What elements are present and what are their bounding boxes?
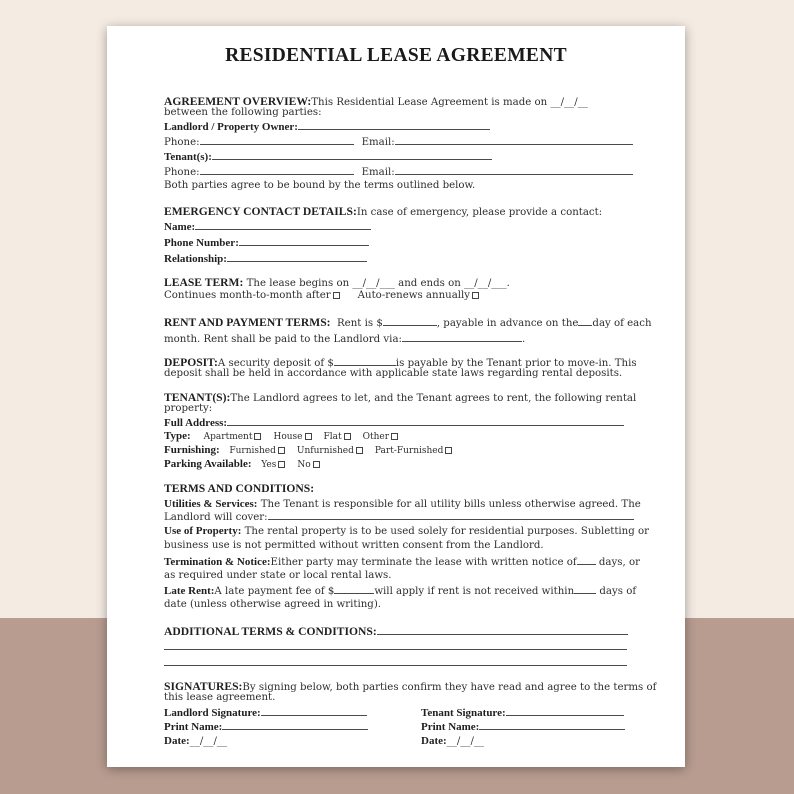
- month-to-month-checkbox[interactable]: [333, 292, 340, 299]
- landlord-print-name-field[interactable]: [222, 720, 368, 730]
- type-line: [164, 430, 398, 443]
- landlord-signature-label: Landlord Signature:: [164, 707, 261, 719]
- emergency-line: [164, 206, 602, 219]
- landlord-date-label: Date:: [164, 735, 190, 747]
- overview-heading: AGREEMENT OVERVIEW:: [164, 95, 312, 108]
- emergency-phone-line: [164, 236, 369, 250]
- tenant-phone-label: Phone:: [164, 167, 200, 178]
- emergency-phone-field[interactable]: [239, 236, 369, 246]
- tenant-print-name-field[interactable]: [479, 720, 625, 730]
- rent-text-a: Rent is $: [337, 318, 383, 329]
- month-to-month-label: Continues month-to-month after: [164, 290, 331, 301]
- parking-yes-label: Yes: [261, 460, 277, 470]
- furnishing-line: [164, 444, 452, 457]
- late-text-c: days of: [599, 586, 637, 597]
- utilities-cover-field[interactable]: [268, 510, 634, 520]
- rent-line: [164, 316, 652, 330]
- tenant-email-field[interactable]: [395, 165, 633, 175]
- late-rent-line-2: date (unless otherwise agreed in writing).: [164, 599, 382, 610]
- tenant-line: [164, 150, 492, 164]
- deposit-line-2: deposit shall be held in accordance with applicable state laws regarding rental deposits.: [164, 368, 623, 379]
- rent-heading: RENT AND PAYMENT TERMS:: [164, 316, 331, 329]
- tenants-line: [164, 392, 636, 405]
- lease-document: [107, 26, 685, 767]
- notice-days-field[interactable]: [577, 555, 596, 565]
- use-line-2: business use is not permitted without written consent from the Landlord.: [164, 540, 544, 551]
- lease-term-text: The lease begins on __/__/___ and ends on __/__/___.: [246, 278, 510, 289]
- late-text-b: will apply if rent is not received within: [374, 586, 575, 597]
- landlord-email-field[interactable]: [395, 135, 633, 145]
- landlord-phone-label: Phone:: [164, 137, 200, 148]
- use-text: The rental property is to be used solely for residential purposes. Subletting or: [244, 526, 649, 537]
- parking-line: [164, 458, 320, 471]
- tenants-text: The Landlord agrees to let, and the Tenant agrees to rent, the following rental: [230, 393, 637, 404]
- parking-label: Parking Available:: [164, 458, 252, 470]
- additional-heading: ADDITIONAL TERMS & CONDITIONS:: [164, 625, 377, 638]
- rent-day-field[interactable]: [578, 316, 592, 326]
- deposit-text-a: A security deposit of $: [217, 358, 334, 369]
- late-fee-field[interactable]: [334, 584, 374, 594]
- address-line: [164, 416, 624, 430]
- use-line: [164, 525, 649, 538]
- part-furnished-label: Part-Furnished: [374, 446, 444, 456]
- lease-term-options: [164, 290, 479, 302]
- late-days-field[interactable]: [574, 584, 596, 594]
- late-rent-label: Late Rent:: [164, 585, 215, 597]
- address-field[interactable]: [227, 416, 624, 426]
- type-house-label: House: [273, 432, 303, 442]
- landlord-signature-line: [164, 706, 367, 720]
- tenant-phone-field[interactable]: [200, 165, 354, 175]
- type-house-checkbox[interactable]: [305, 433, 312, 440]
- type-label: Type:: [164, 430, 191, 442]
- tenant-date-label: Date:: [421, 735, 447, 747]
- tenant-print-name-label: Print Name:: [421, 721, 480, 733]
- landlord-contact-line: [164, 135, 633, 149]
- tenants-line-2: property:: [164, 403, 213, 414]
- landlord-print-name-label: Print Name:: [164, 721, 223, 733]
- lease-term-line: [164, 277, 510, 290]
- landlord-print-name-line: [164, 720, 368, 734]
- terms-heading: TERMS AND CONDITIONS:: [164, 482, 315, 495]
- type-flat-checkbox[interactable]: [344, 433, 351, 440]
- terms-heading-line: [164, 483, 314, 496]
- rent-amount-field[interactable]: [383, 316, 437, 326]
- tenant-signature-label: Tenant Signature:: [421, 707, 506, 719]
- additional-line: [164, 625, 628, 639]
- landlord-signature-field[interactable]: [261, 706, 367, 716]
- unfurnished-checkbox[interactable]: [356, 447, 363, 454]
- use-label: Use of Property:: [164, 525, 242, 537]
- emergency-text: In case of emergency, please provide a contact:: [356, 207, 603, 218]
- emergency-phone-label: Phone Number:: [164, 237, 239, 249]
- address-label: Full Address:: [164, 417, 228, 429]
- additional-terms-line-3[interactable]: [164, 665, 627, 666]
- type-other-checkbox[interactable]: [391, 433, 398, 440]
- termination-text-b: days, or: [598, 557, 640, 568]
- parking-no-checkbox[interactable]: [313, 461, 320, 468]
- document-title: RESIDENTIAL LEASE AGREEMENT: [225, 45, 567, 66]
- parking-yes-checkbox[interactable]: [278, 461, 285, 468]
- tenant-label: Tenant(s):: [164, 151, 212, 163]
- landlord-name-field[interactable]: [298, 120, 490, 130]
- emergency-heading: EMERGENCY CONTACT DETAILS:: [164, 205, 357, 218]
- furnished-checkbox[interactable]: [278, 447, 285, 454]
- utilities-line-2: [164, 510, 634, 524]
- type-apartment-label: Apartment: [203, 432, 253, 442]
- tenant-print-name-line: [421, 720, 625, 734]
- landlord-date-field[interactable]: __/__/__: [189, 736, 228, 747]
- auto-renew-checkbox[interactable]: [472, 292, 479, 299]
- tenant-date-field[interactable]: __/__/__: [446, 736, 485, 747]
- tenant-date-line: [421, 735, 484, 748]
- deposit-heading: DEPOSIT:: [164, 356, 218, 369]
- rent-text-b: , payable in advance on the: [436, 318, 579, 329]
- furnished-label: Furnished: [229, 446, 276, 456]
- tenant-name-field[interactable]: [212, 150, 492, 160]
- rent-text-2: month. Rent shall be paid to the Landlord via:: [164, 334, 402, 345]
- parking-no-label: No: [297, 460, 311, 470]
- auto-renew-label: Auto-renews annually: [357, 290, 471, 301]
- signatures-heading: SIGNATURES:: [164, 680, 243, 693]
- termination-text-a: Either party may terminate the lease with written notice of: [270, 557, 577, 568]
- termination-line-2: as required under state or local rental laws.: [164, 570, 392, 581]
- type-flat-label: Flat: [323, 432, 342, 442]
- tenant-contact-line: [164, 165, 633, 179]
- tenant-signature-line: [421, 706, 624, 720]
- emergency-relationship-field[interactable]: [227, 252, 367, 262]
- deposit-text-b: is payable by the Tenant prior to move-in. This: [395, 358, 637, 369]
- type-other-label: Other: [362, 432, 390, 442]
- overview-text: This Residential Lease Agreement is made on __/__/__: [311, 97, 588, 108]
- termination-line: [164, 555, 640, 569]
- landlord-phone-field[interactable]: [200, 135, 354, 145]
- late-rent-line: [164, 584, 636, 598]
- emergency-name-label: Name:: [164, 221, 196, 233]
- emergency-relationship-line: [164, 252, 367, 266]
- agree-text: Both parties agree to be bound by the terms outlined below.: [164, 180, 476, 191]
- signatures-text: By signing below, both parties confirm they have read and agree to the terms of: [242, 682, 657, 693]
- type-apartment-checkbox[interactable]: [254, 433, 261, 440]
- emergency-relationship-label: Relationship:: [164, 253, 227, 265]
- unfurnished-label: Unfurnished: [296, 446, 354, 456]
- deposit-amount-field[interactable]: [334, 356, 396, 366]
- utilities-text-2: Landlord will cover:: [164, 512, 268, 523]
- lease-term-heading: LEASE TERM:: [164, 276, 244, 289]
- tenant-signature-field[interactable]: [506, 706, 624, 716]
- additional-terms-field[interactable]: [377, 625, 628, 635]
- additional-terms-line-2[interactable]: [164, 649, 627, 650]
- rent-method-field[interactable]: [402, 332, 522, 342]
- termination-label: Termination & Notice:: [164, 556, 271, 568]
- landlord-label: Landlord / Property Owner:: [164, 121, 298, 133]
- landlord-email-label: Email:: [361, 137, 395, 148]
- signatures-line-2: this lease agreement.: [164, 692, 276, 703]
- tenants-heading: TENANT(S):: [164, 391, 231, 404]
- landlord-line: [164, 120, 490, 134]
- landlord-date-line: [164, 735, 227, 748]
- rent-text-c: day of each: [592, 318, 652, 329]
- emergency-name-field[interactable]: [195, 220, 371, 230]
- part-furnished-checkbox[interactable]: [445, 447, 452, 454]
- rent-line-2: month. Rent shall be paid to the Landlord via: .: [164, 334, 526, 345]
- tenant-email-label: Email:: [361, 167, 395, 178]
- late-text-a: A late payment fee of $: [214, 586, 335, 597]
- furnishing-label: Furnishing:: [164, 444, 220, 456]
- overview-line-2: between the following parties:: [164, 107, 322, 118]
- emergency-name-line: [164, 220, 371, 234]
- utilities-label: Utilities & Services:: [164, 498, 258, 510]
- utilities-text: The Tenant is responsible for all utility bills unless otherwise agreed. The: [260, 499, 641, 510]
